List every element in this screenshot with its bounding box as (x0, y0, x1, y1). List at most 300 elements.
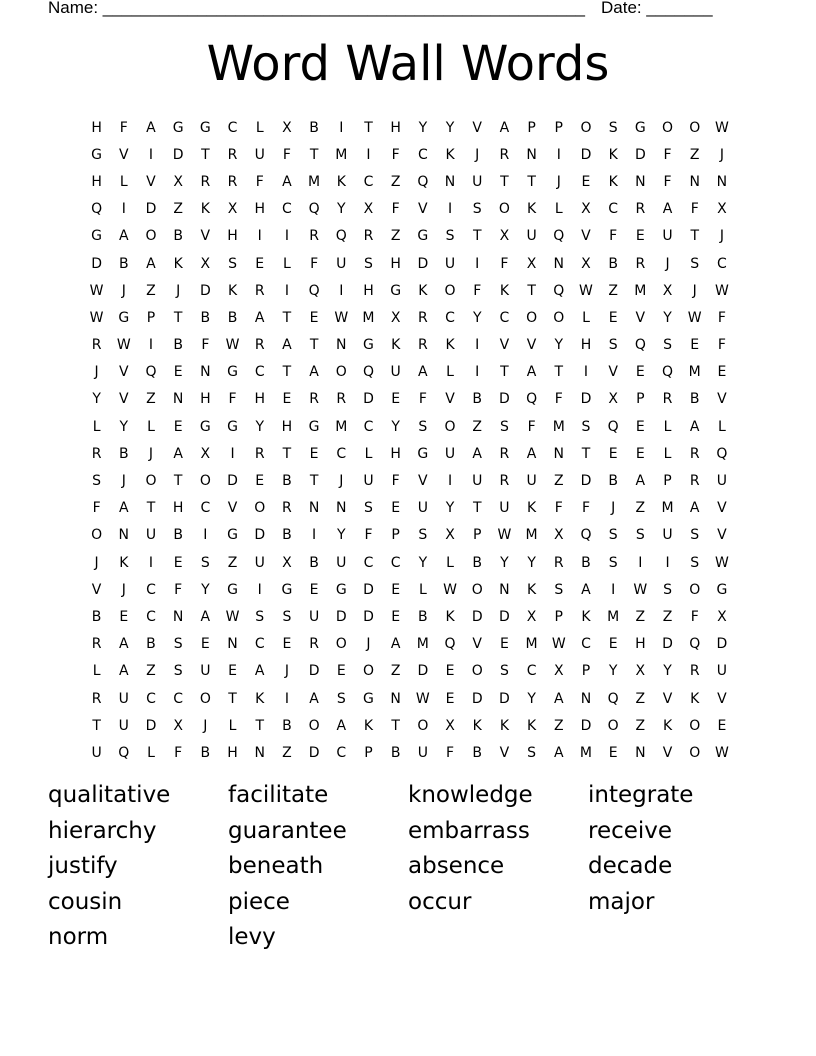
grid-letter[interactable]: U (254, 146, 265, 163)
grid-letter[interactable]: R (254, 282, 265, 299)
grid-letter[interactable]: P (391, 527, 400, 544)
grid-letter[interactable]: Q (716, 445, 728, 462)
grid-letter[interactable]: A (635, 473, 646, 490)
grid-letter[interactable]: W (714, 744, 729, 761)
grid-letter[interactable]: N (444, 173, 456, 190)
grid-letter[interactable]: B (608, 473, 618, 490)
grid-letter[interactable]: U (662, 228, 673, 245)
grid-letter[interactable]: E (608, 636, 618, 653)
grid-letter[interactable]: J (94, 364, 99, 381)
grid-letter[interactable]: X (227, 201, 238, 218)
grid-letter[interactable]: C (336, 445, 347, 462)
grid-letter[interactable]: I (284, 690, 289, 707)
grid-letter[interactable]: Q (308, 201, 320, 218)
grid-letter[interactable]: C (526, 663, 537, 680)
grid-letter[interactable]: K (227, 282, 238, 299)
grid-letter[interactable]: K (527, 201, 537, 218)
grid-letter[interactable]: U (336, 255, 347, 272)
grid-letter[interactable]: F (717, 309, 726, 326)
grid-letter[interactable]: Y (527, 554, 536, 571)
grid-letter[interactable]: E (391, 500, 401, 517)
grid-letter[interactable]: U (499, 500, 510, 517)
grid-letter[interactable]: L (446, 554, 454, 571)
grid-letter[interactable]: R (91, 690, 102, 707)
grid-letter[interactable]: B (689, 391, 700, 408)
grid-letter[interactable]: W (334, 309, 349, 326)
grid-letter[interactable]: A (553, 690, 564, 707)
grid-letter[interactable]: J (475, 146, 480, 163)
grid-letter[interactable]: E (336, 663, 346, 680)
grid-letter[interactable]: F (119, 119, 128, 136)
grid-letter[interactable]: A (118, 228, 129, 245)
grid-letter[interactable]: T (527, 173, 536, 190)
grid-letter[interactable]: S (690, 554, 700, 571)
grid-letter[interactable]: S (92, 473, 102, 490)
grid-letter[interactable]: R (417, 309, 428, 326)
grid-letter[interactable]: J (665, 255, 670, 272)
grid-letter[interactable]: U (390, 364, 401, 381)
grid-letter[interactable]: S (663, 337, 672, 354)
grid-letter[interactable]: C (282, 201, 292, 218)
grid-letter[interactable]: X (390, 309, 401, 326)
grid-letter[interactable]: K (662, 717, 673, 734)
grid-letter[interactable]: X (526, 255, 537, 272)
grid-letter[interactable]: G (281, 581, 293, 598)
grid-letter[interactable]: D (417, 255, 429, 272)
grid-letter[interactable]: V (608, 364, 618, 381)
grid-letter[interactable]: T (527, 282, 536, 299)
grid-letter[interactable]: I (556, 146, 561, 163)
grid-letter[interactable]: L (92, 418, 101, 435)
grid-letter[interactable]: G (390, 282, 402, 299)
grid-letter[interactable]: Z (472, 418, 483, 435)
grid-letter[interactable]: O (254, 500, 266, 517)
grid-letter[interactable]: N (689, 173, 700, 190)
grid-letter[interactable]: P (554, 119, 563, 136)
grid-letter[interactable]: J (692, 282, 697, 299)
grid-letter[interactable]: F (690, 608, 699, 625)
grid-letter[interactable]: X (553, 527, 564, 544)
grid-letter[interactable]: E (690, 337, 700, 354)
grid-letter[interactable]: R (336, 391, 347, 408)
grid-letter[interactable]: Y (255, 418, 264, 435)
grid-letter[interactable]: I (638, 554, 643, 571)
grid-letter[interactable]: U (254, 554, 265, 571)
grid-letter[interactable]: C (717, 255, 727, 272)
grid-letter[interactable]: J (176, 282, 181, 299)
grid-letter[interactable]: X (282, 119, 292, 136)
grid-letter[interactable]: T (201, 146, 210, 163)
grid-letter[interactable]: J (94, 554, 99, 571)
grid-letter[interactable]: F (255, 173, 264, 190)
grid-letter[interactable]: W (551, 636, 566, 653)
grid-letter[interactable]: V (118, 146, 129, 163)
grid-letter[interactable]: W (714, 554, 729, 571)
grid-letter[interactable]: B (91, 608, 102, 625)
grid-letter[interactable]: N (499, 581, 510, 598)
grid-letter[interactable]: H (635, 636, 646, 653)
grid-letter[interactable]: L (554, 201, 563, 218)
grid-letter[interactable]: G (199, 418, 211, 435)
grid-letter[interactable]: U (716, 663, 728, 680)
grid-letter[interactable]: I (230, 445, 235, 462)
grid-letter[interactable]: E (173, 364, 183, 381)
grid-letter[interactable]: X (553, 663, 564, 680)
grid-letter[interactable]: D (580, 146, 592, 163)
grid-letter[interactable]: T (581, 445, 591, 462)
grid-letter[interactable]: U (472, 173, 483, 190)
grid-letter[interactable]: I (611, 581, 616, 598)
grid-letter[interactable]: V (418, 201, 428, 218)
grid-letter[interactable]: K (445, 608, 455, 625)
grid-letter[interactable]: D (580, 473, 592, 490)
grid-letter[interactable]: M (525, 636, 538, 653)
grid-letter[interactable]: Z (390, 228, 401, 245)
grid-letter[interactable]: C (173, 690, 184, 707)
grid-letter[interactable]: L (228, 717, 237, 734)
grid-letter[interactable]: X (717, 608, 727, 625)
grid-letter[interactable]: F (554, 391, 563, 408)
grid-letter[interactable]: Y (663, 309, 672, 326)
grid-letter[interactable]: J (719, 228, 724, 245)
grid-letter[interactable]: E (635, 364, 645, 381)
grid-letter[interactable]: G (172, 119, 184, 136)
grid-letter[interactable]: Y (201, 581, 210, 598)
grid-letter[interactable]: O (417, 717, 429, 734)
grid-letter[interactable]: F (663, 146, 672, 163)
grid-letter[interactable]: S (690, 255, 700, 272)
grid-letter[interactable]: B (200, 744, 211, 761)
grid-letter[interactable]: E (581, 173, 591, 190)
grid-letter[interactable]: I (339, 282, 344, 299)
grid-letter[interactable]: H (363, 282, 374, 299)
grid-letter[interactable]: R (499, 445, 510, 462)
grid-letter[interactable]: N (716, 173, 728, 190)
grid-letter[interactable]: T (146, 500, 156, 517)
grid-letter[interactable]: Q (308, 282, 320, 299)
grid-letter[interactable]: X (173, 717, 183, 734)
grid-letter[interactable]: M (552, 418, 565, 435)
grid-letter[interactable]: A (254, 663, 265, 680)
grid-letter[interactable]: L (582, 309, 590, 326)
grid-letter[interactable]: D (499, 608, 510, 625)
grid-letter[interactable]: E (309, 445, 319, 462)
grid-letter[interactable]: S (282, 608, 292, 625)
grid-letter[interactable]: D (199, 282, 211, 299)
grid-letter[interactable]: R (254, 445, 265, 462)
grid-letter[interactable]: O (91, 527, 103, 544)
grid-letter[interactable]: Q (607, 418, 619, 435)
grid-letter[interactable]: A (336, 717, 347, 734)
grid-letter[interactable]: C (417, 146, 428, 163)
grid-letter[interactable]: U (417, 744, 428, 761)
grid-letter[interactable]: Q (362, 364, 374, 381)
grid-letter[interactable]: B (173, 337, 183, 354)
grid-letter[interactable]: E (445, 690, 455, 707)
grid-letter[interactable]: U (662, 527, 673, 544)
grid-letter[interactable]: C (363, 173, 374, 190)
grid-letter[interactable]: Y (527, 690, 536, 707)
grid-letter[interactable]: D (145, 717, 157, 734)
grid-letter[interactable]: U (200, 663, 211, 680)
grid-letter[interactable]: X (200, 445, 211, 462)
grid-letter[interactable]: T (282, 309, 292, 326)
grid-letter[interactable]: H (227, 228, 238, 245)
grid-letter[interactable]: O (689, 581, 701, 598)
grid-letter[interactable]: L (147, 418, 155, 435)
grid-letter[interactable]: X (581, 255, 591, 272)
grid-letter[interactable]: N (635, 173, 646, 190)
grid-letter[interactable]: C (336, 744, 347, 761)
grid-letter[interactable]: K (119, 554, 129, 571)
grid-letter[interactable]: U (118, 717, 129, 734)
grid-letter[interactable]: F (174, 581, 183, 598)
grid-letter[interactable]: X (282, 554, 292, 571)
grid-letter[interactable]: C (146, 690, 156, 707)
grid-letter[interactable]: U (526, 473, 537, 490)
grid-letter[interactable]: D (580, 717, 592, 734)
grid-letter[interactable]: T (500, 173, 509, 190)
grid-letter[interactable]: D (335, 608, 347, 625)
grid-letter[interactable]: I (475, 364, 480, 381)
grid-letter[interactable]: H (281, 418, 293, 435)
grid-letter[interactable]: S (499, 663, 509, 680)
grid-letter[interactable]: G (227, 581, 238, 598)
grid-letter[interactable]: B (173, 527, 183, 544)
grid-letter[interactable]: X (608, 391, 618, 408)
grid-letter[interactable]: V (635, 309, 646, 326)
grid-letter[interactable]: L (663, 418, 672, 435)
grid-letter[interactable]: A (118, 663, 129, 680)
grid-letter[interactable]: S (499, 418, 509, 435)
grid-letter[interactable]: M (416, 636, 429, 653)
grid-letter[interactable]: N (553, 255, 565, 272)
grid-letter[interactable]: R (689, 473, 700, 490)
grid-letter[interactable]: O (199, 473, 211, 490)
grid-letter[interactable]: F (391, 201, 400, 218)
grid-letter[interactable]: O (471, 581, 483, 598)
grid-letter[interactable]: K (445, 146, 455, 163)
grid-letter[interactable]: W (116, 337, 131, 354)
grid-letter[interactable]: I (203, 527, 208, 544)
grid-letter[interactable]: R (227, 173, 238, 190)
grid-letter[interactable]: L (283, 255, 291, 272)
grid-letter[interactable]: S (527, 744, 537, 761)
grid-letter[interactable]: Y (554, 337, 564, 354)
grid-letter[interactable]: S (608, 527, 618, 544)
grid-letter[interactable]: F (310, 255, 319, 272)
grid-letter[interactable]: D (145, 201, 157, 218)
date-field-label[interactable]: Date: _______ (600, 0, 713, 17)
grid-letter[interactable]: A (118, 500, 129, 517)
grid-letter[interactable]: I (447, 201, 453, 218)
grid-letter[interactable]: R (499, 146, 510, 163)
grid-letter[interactable]: M (335, 146, 348, 163)
grid-letter[interactable]: L (446, 364, 454, 381)
name-field-label[interactable]: Name: ___________________________________________________ (48, 0, 585, 17)
grid-letter[interactable]: Y (445, 500, 455, 517)
grid-letter[interactable]: O (471, 663, 483, 680)
grid-letter[interactable]: U (336, 554, 347, 571)
grid-letter[interactable]: W (89, 282, 104, 299)
grid-letter[interactable]: R (282, 500, 292, 517)
grid-letter[interactable]: S (173, 663, 183, 680)
grid-letter[interactable]: X (173, 173, 183, 190)
grid-letter[interactable]: Q (580, 527, 592, 544)
grid-letter[interactable]: L (718, 418, 726, 435)
grid-letter[interactable]: F (717, 337, 726, 354)
grid-letter[interactable]: Z (635, 690, 646, 707)
grid-letter[interactable]: A (526, 445, 537, 462)
grid-letter[interactable]: V (526, 337, 537, 354)
grid-letter[interactable]: O (444, 418, 456, 435)
grid-letter[interactable]: F (364, 527, 373, 544)
grid-letter[interactable]: I (665, 554, 670, 571)
grid-letter[interactable]: Z (390, 173, 401, 190)
grid-letter[interactable]: D (254, 527, 266, 544)
grid-letter[interactable]: T (282, 445, 292, 462)
grid-letter[interactable]: D (417, 663, 429, 680)
grid-letter[interactable]: T (472, 500, 482, 517)
grid-letter[interactable]: M (688, 364, 701, 381)
grid-letter[interactable]: G (634, 119, 646, 136)
grid-letter[interactable]: Q (662, 364, 674, 381)
grid-letter[interactable]: U (417, 500, 428, 517)
word-search-grid[interactable] (83, 114, 743, 767)
grid-letter[interactable]: G (363, 690, 374, 707)
grid-letter[interactable]: S (336, 690, 346, 707)
grid-letter[interactable]: Z (553, 473, 564, 490)
grid-letter[interactable]: P (581, 663, 591, 680)
grid-letter[interactable]: A (499, 119, 510, 136)
grid-letter[interactable]: B (472, 554, 483, 571)
grid-letter[interactable]: P (663, 473, 672, 490)
grid-letter[interactable]: B (309, 554, 319, 571)
grid-letter[interactable]: Q (444, 636, 456, 653)
grid-letter[interactable]: S (663, 581, 672, 598)
grid-letter[interactable]: N (118, 527, 130, 544)
grid-letter[interactable]: B (418, 608, 428, 625)
grid-letter[interactable]: E (309, 581, 319, 598)
grid-letter[interactable]: S (608, 119, 618, 136)
grid-letter[interactable]: O (526, 309, 538, 326)
grid-letter[interactable]: Z (173, 201, 183, 218)
grid-letter[interactable]: U (444, 445, 456, 462)
grid-letter[interactable]: X (445, 527, 455, 544)
grid-letter[interactable]: D (227, 473, 238, 490)
grid-letter[interactable]: Q (91, 201, 103, 218)
grid-letter[interactable]: D (91, 255, 102, 272)
grid-letter[interactable]: F (663, 173, 672, 190)
grid-letter[interactable]: Z (553, 717, 564, 734)
grid-letter[interactable]: A (146, 119, 156, 136)
grid-letter[interactable]: S (200, 554, 210, 571)
grid-letter[interactable]: S (608, 554, 618, 571)
grid-letter[interactable]: J (366, 636, 371, 653)
grid-letter[interactable]: R (309, 636, 319, 653)
grid-letter[interactable]: N (580, 690, 592, 707)
grid-letter[interactable]: V (499, 337, 510, 354)
grid-letter[interactable]: A (581, 581, 591, 598)
grid-letter[interactable]: F (282, 146, 291, 163)
grid-letter[interactable]: X (445, 717, 455, 734)
grid-letter[interactable]: M (308, 173, 321, 190)
grid-letter[interactable]: B (472, 391, 483, 408)
grid-letter[interactable]: Z (282, 744, 292, 761)
grid-letter[interactable]: R (254, 337, 265, 354)
grid-letter[interactable]: H (91, 173, 102, 190)
grid-letter[interactable]: W (443, 581, 457, 598)
grid-letter[interactable]: W (225, 337, 240, 354)
grid-letter[interactable]: J (611, 500, 616, 517)
grid-letter[interactable]: R (227, 146, 238, 163)
grid-letter[interactable]: O (689, 119, 701, 136)
grid-letter[interactable]: H (172, 500, 184, 517)
grid-letter[interactable]: T (309, 337, 319, 354)
grid-letter[interactable]: W (687, 309, 702, 326)
grid-letter[interactable]: B (309, 119, 319, 136)
grid-letter[interactable]: L (418, 581, 427, 598)
grid-letter[interactable]: S (364, 255, 373, 272)
grid-letter[interactable]: Q (526, 391, 538, 408)
grid-letter[interactable]: S (472, 201, 482, 218)
grid-letter[interactable]: R (635, 255, 646, 272)
grid-letter[interactable]: D (499, 690, 510, 707)
grid-letter[interactable]: Q (118, 744, 130, 761)
grid-letter[interactable]: A (254, 309, 265, 326)
grid-letter[interactable]: C (254, 364, 265, 381)
grid-letter[interactable]: P (636, 391, 645, 408)
grid-letter[interactable]: Y (418, 554, 428, 571)
grid-letter[interactable]: V (717, 527, 727, 544)
grid-letter[interactable]: L (92, 663, 101, 680)
grid-letter[interactable]: G (91, 146, 103, 163)
grid-letter[interactable]: B (282, 527, 292, 544)
grid-letter[interactable]: I (148, 554, 154, 571)
grid-letter[interactable]: A (662, 201, 673, 218)
grid-letter[interactable]: R (200, 173, 211, 190)
grid-letter[interactable]: D (471, 608, 483, 625)
grid-letter[interactable]: H (254, 391, 265, 408)
grid-letter[interactable]: F (391, 473, 400, 490)
grid-letter[interactable]: K (363, 717, 374, 734)
grid-letter[interactable]: T (309, 146, 319, 163)
grid-letter[interactable]: D (363, 391, 374, 408)
grid-letter[interactable]: W (633, 581, 648, 598)
grid-letter[interactable]: F (391, 146, 400, 163)
grid-letter[interactable]: Y (337, 201, 346, 218)
grid-letter[interactable]: E (309, 309, 319, 326)
grid-letter[interactable]: W (225, 608, 240, 625)
grid-letter[interactable]: D (580, 391, 592, 408)
grid-letter[interactable]: D (662, 636, 673, 653)
grid-letter[interactable]: N (172, 608, 184, 625)
grid-letter[interactable]: C (146, 581, 156, 598)
grid-letter[interactable]: A (472, 445, 482, 462)
grid-letter[interactable]: A (146, 255, 156, 272)
grid-letter[interactable]: M (362, 309, 375, 326)
grid-letter[interactable]: I (447, 473, 453, 490)
grid-letter[interactable]: T (228, 690, 237, 707)
grid-letter[interactable]: V (118, 391, 129, 408)
grid-letter[interactable]: M (607, 608, 620, 625)
grid-letter[interactable]: B (390, 744, 401, 761)
grid-letter[interactable]: T (391, 717, 400, 734)
grid-letter[interactable]: I (148, 146, 154, 163)
grid-letter[interactable]: S (445, 228, 455, 245)
grid-letter[interactable]: Q (417, 173, 429, 190)
grid-letter[interactable]: D (471, 690, 483, 707)
